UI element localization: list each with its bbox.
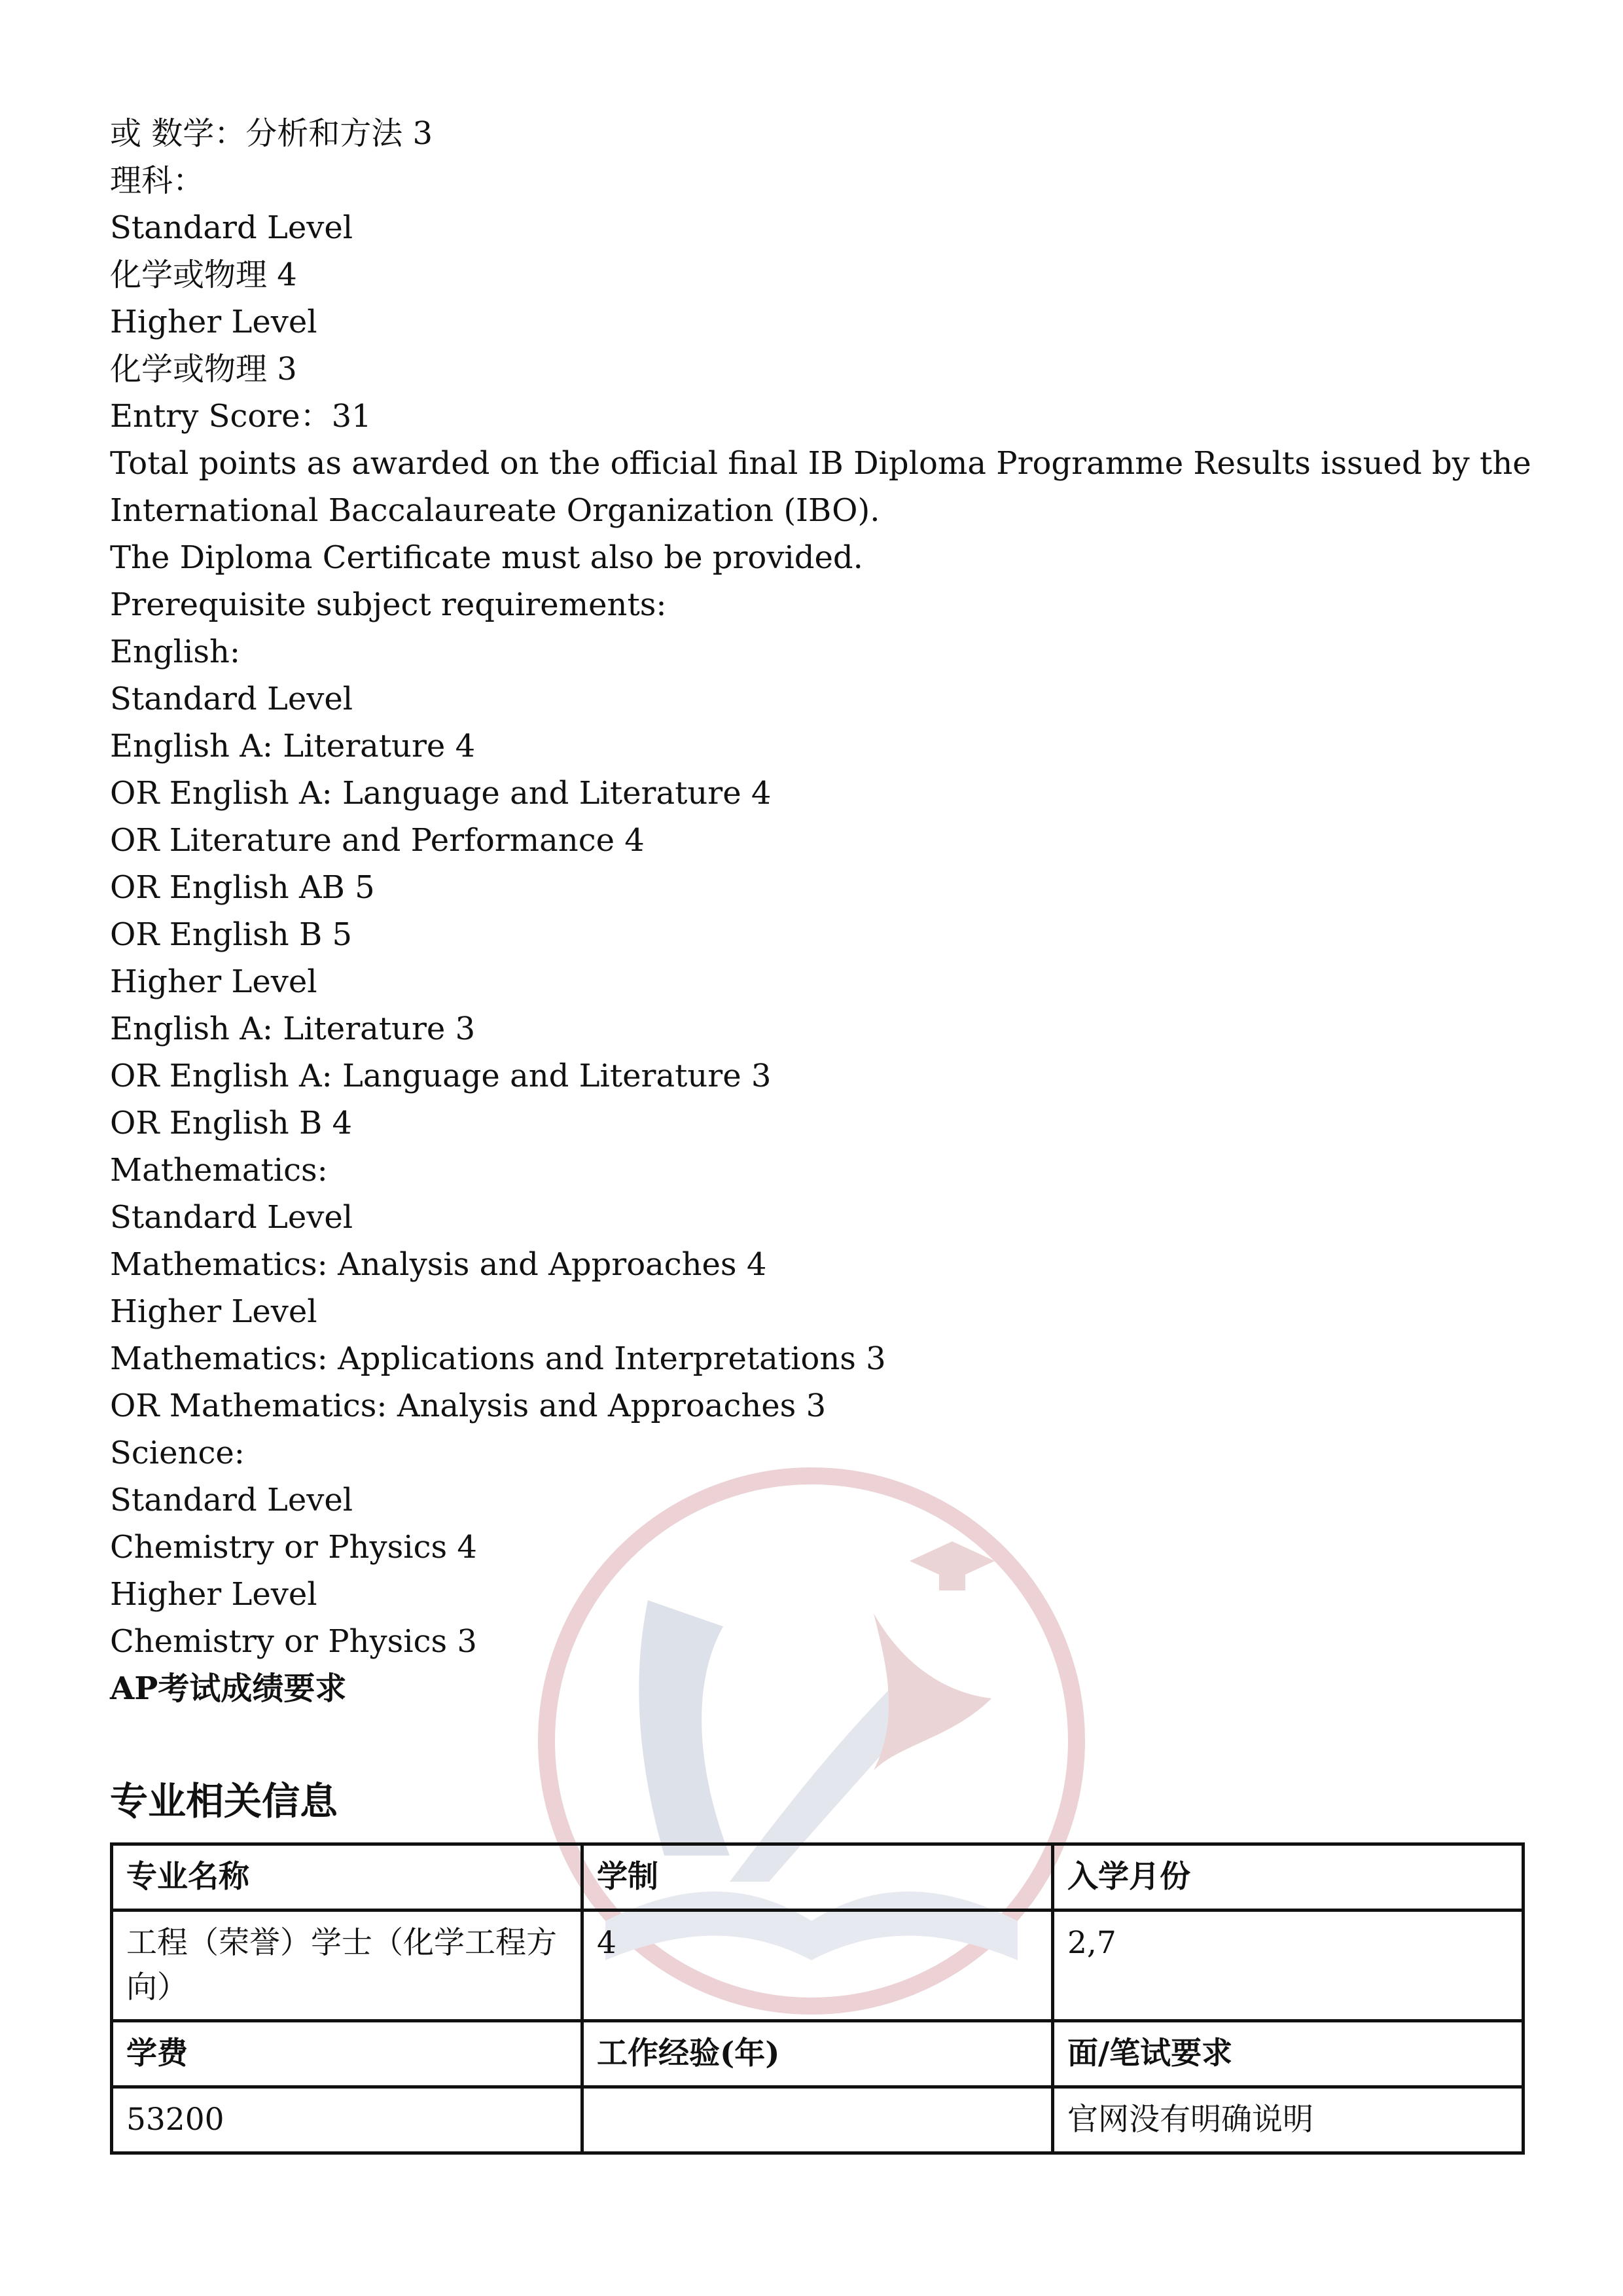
table-row <box>112 2087 1524 2153</box>
text-line: Standard Level <box>110 681 353 717</box>
table-header-cell: 工作经验(年) <box>582 2021 1053 2087</box>
table-header-row <box>112 1844 1524 1910</box>
table-cell <box>582 2087 1053 2153</box>
table-header-cell: 专业名称 <box>112 1844 582 1910</box>
table-cell: 工程（荣誉）学士（化学工程方向） <box>112 1910 582 2021</box>
text-line: OR Mathematics: Analysis and Approaches 3 <box>110 1388 827 1424</box>
text-line: Higher Level <box>110 304 317 340</box>
program-info-table <box>110 1842 1525 2155</box>
text-line: English A: Literature 3 <box>110 1011 476 1047</box>
text-line: English: <box>110 634 241 670</box>
text-line: OR Literature and Performance 4 <box>110 822 645 859</box>
text-paragraph: Total points as awarded on the official final IB Diploma Programme Results issued by the International Baccalaureate Organization (IBO). <box>110 445 1531 529</box>
table-header-cell: 入学月份 <box>1053 1844 1524 1910</box>
table-cell: 官网没有明确说明 <box>1053 2087 1524 2153</box>
text-line: Chemistry or Physics 3 <box>110 1623 477 1660</box>
table-cell: 53200 <box>112 2087 582 2153</box>
text-line: Entry Score：31 <box>110 398 372 435</box>
text-line: OR English AB 5 <box>110 869 375 906</box>
body-text <box>110 110 1550 1712</box>
text-line: OR English A: Language and Literature 4 <box>110 775 772 812</box>
text-line: Mathematics: <box>110 1152 328 1189</box>
table-cell: 2,7 <box>1053 1910 1524 2021</box>
text-line: Higher Level <box>110 963 317 1000</box>
text-line: 化学或物理 4 <box>110 257 297 293</box>
table-row <box>112 1910 1524 2021</box>
text-line: Chemistry or Physics 4 <box>110 1529 477 1566</box>
section-title: 专业相关信息 <box>110 1779 338 1823</box>
text-line: 或 数学：分析和方法 3 <box>110 115 433 152</box>
text-line: Standard Level <box>110 209 353 246</box>
text-line: OR English A: Language and Literature 3 <box>110 1058 772 1094</box>
table-header-row <box>112 2021 1524 2087</box>
ap-requirements-heading: AP考试成绩要求 <box>110 1670 347 1707</box>
text-line: Mathematics: Applications and Interpretations 3 <box>110 1340 886 1377</box>
table-header-cell: 学费 <box>112 2021 582 2087</box>
table-cell: 4 <box>582 1910 1053 2021</box>
text-line: English A: Literature 4 <box>110 728 476 764</box>
text-line: OR English B 4 <box>110 1105 353 1141</box>
text-line: 理科： <box>110 162 205 199</box>
text-line: Standard Level <box>110 1199 353 1236</box>
text-line: Science: <box>110 1435 245 1471</box>
text-line: Mathematics: Analysis and Approaches 4 <box>110 1246 767 1283</box>
table-header-cell: 面/笔试要求 <box>1053 2021 1524 2087</box>
text-line: 化学或物理 3 <box>110 351 297 387</box>
text-line: OR English B 5 <box>110 916 353 953</box>
text-line: Higher Level <box>110 1293 317 1330</box>
text-line: Prerequisite subject requirements: <box>110 586 667 623</box>
text-line: The Diploma Certificate must also be provided. <box>110 539 863 576</box>
text-line: Higher Level <box>110 1576 317 1613</box>
table-header-cell: 学制 <box>582 1844 1053 1910</box>
text-line: Standard Level <box>110 1482 353 1518</box>
